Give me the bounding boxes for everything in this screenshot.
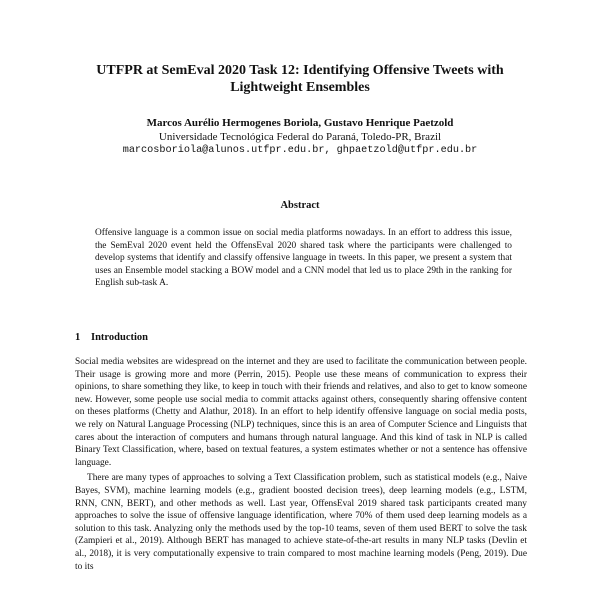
section-body [75,356,527,573]
section-heading [75,331,148,345]
paper-emails: marcosboriola@alunos.utfpr.edu.br, ghpaetzold@utfpr.edu.br [122,145,478,156]
paper-affiliation: Universidade Tecnológica Federal do Paraná, Toledo-PR, Brazil [158,131,442,143]
paper-authors: Marcos Aurélio Hermogenes Boriola, Gustavo Henrique Paetzold [146,117,454,129]
paper-title: UTFPR at SemEval 2020 Task 12: Identifying Offensive Tweets with Lightweight Ensembles [96,63,504,95]
abstract-heading: Abstract [280,200,320,211]
abstract-text: Offensive language is a common issue on social media platforms nowadays. In an effort to address this issue, the SemEval 2020 event held the OffensEval 2020 shared task where the participants were challenged to develop systems that identify and classify offensive language in tweets. In this paper, we present a system that uses an Ensemble model stacking a BOW model and a CNN model that led us to place 29th in the ranking for English sub-task A. [95,228,512,289]
paragraph-1: Social media websites are widespread on the internet and they are used to facilitate the communication between people. Their usage is growing more and more (Perrin, 2015). People use these means of communication to express their opinions, to share something they like, to keep in touch with their friends and relatives, and also to get to know someone new. However, some people use social media to commit attacks against others, consequently sharing offensive content on theses platforms (Chetty and Alathur, 2018). In an effort to help identify offensive language on social media posts, we rely on Natural Language Processing (NLP) techniques, since this is an area of Computer Science and Linguists that cares about the interaction of computers and humans through natural language. And this kind of task in NLP is called Binary Text Classification, where, based on textual features, a system estimates whether or not a sentence has offensive language. [75,357,527,468]
paragraph-2: There are many types of approaches to solving a Text Classification problem, such as statistical models (e.g., Naive Bayes, SVM), machine learning models (e.g., gradient boosted decision trees), deep learning models (e.g., LSTM, RNN, CNN, BERT), and other methods as well. Last year, OffensEval 2019 shared task participants created many approaches to solve the issue of offensive language identification, where 70% of them used deep learning models as a solution to this task. Analyzing only the methods used by the top-10 teams, seven of them used BERT to solve the task (Zampieri et al., 2019). Although BERT has managed to achieve state-of-the-art results in many NLP tasks (Devlin et al., 2018), it is very computationally expensive to train compared to most machine learning models (Peng, 2019). Due to its [75,473,527,572]
section-title: Introduction [91,332,148,343]
section-number: 1 [75,332,81,343]
